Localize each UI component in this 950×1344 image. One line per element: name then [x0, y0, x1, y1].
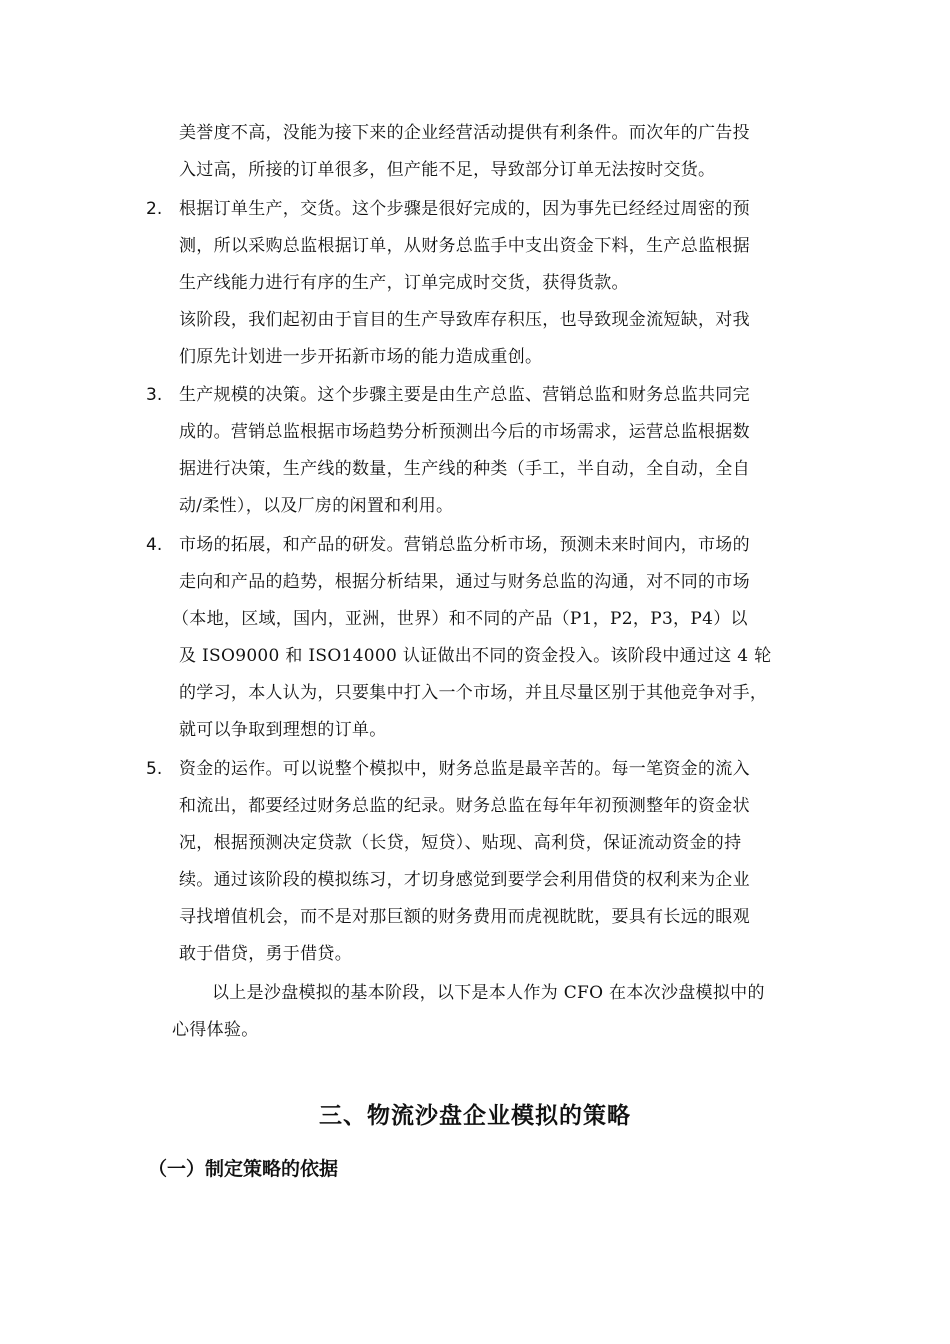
intro-line-1: 美誉度不高，没能为接下来的企业经营活动提供有利条件。而次年的广告投: [179, 123, 750, 143]
item-5-line-5: 寻找增值机会，而不是对那巨额的财务费用而虎视眈眈，要具有长远的眼观: [179, 907, 750, 927]
item-3-line-4: 动/柔性），以及厂房的闲置和利用。: [179, 496, 454, 516]
item-2-line-5: 们原先计划进一步开拓新市场的能力造成重创。: [179, 347, 543, 367]
subsection-title: （一）制定策略的依据: [148, 1158, 339, 1180]
item-4-line-6: 就可以争取到理想的订单。: [179, 720, 387, 740]
item-3-line-2: 成的。营销总监根据市场趋势分析预测出今后的市场需求，运营总监根据数: [179, 422, 750, 442]
item-4-line-1: 市场的拓展，和产品的研发。营销总监分析市场，预测未来时间内，市场的: [179, 535, 750, 555]
item-4-line-4: 及 ISO9000 和 ISO14000 认证做出不同的资金投入。该阶段中通过这 4 轮: [179, 646, 772, 666]
intro-line-2: 入过高，所接的订单很多，但产能不足，导致部分订单无法按时交货。: [179, 160, 716, 180]
item-2-line-2: 测，所以采购总监根据订单，从财务总监手中支出资金下料，生产总监根据: [179, 236, 750, 256]
item-3-line-3: 据进行决策，生产线的数量，生产线的种类（手工，半自动，全自动，全自: [179, 459, 750, 479]
item-5-line-3: 况，根据预测决定贷款（长贷，短贷）、贴现、高利贷，保证流动资金的持: [179, 833, 742, 853]
item-5-line-1: 资金的运作。可以说整个模拟中，财务总监是最辛苦的。每一笔资金的流入: [179, 759, 750, 779]
item-5-line-4: 续。通过该阶段的模拟练习，才切身感觉到要学会利用借贷的权利来为企业: [179, 870, 750, 890]
item-3-number: 3.: [146, 385, 163, 405]
item-2-line-1: 根据订单生产，交货。这个步骤是很好完成的，因为事先已经经过周密的预: [179, 199, 750, 219]
item-5-number: 5.: [146, 759, 163, 779]
closing-line-2: 心得体验。: [172, 1020, 259, 1040]
item-2-line-4: 该阶段，我们起初由于盲目的生产导致库存积压，也导致现金流短缺，对我: [179, 310, 750, 330]
item-2-number: 2.: [146, 199, 163, 219]
section-title: 三、物流沙盘企业模拟的策略: [319, 1103, 631, 1129]
item-5-line-2: 和流出，都要经过财务总监的纪录。财务总监在每年年初预测整年的资金状: [179, 796, 750, 816]
item-3-line-1: 生产规模的决策。这个步骤主要是由生产总监、营销总监和财务总监共同完: [179, 385, 750, 405]
item-5-line-6: 敢于借贷，勇于借贷。: [179, 944, 352, 964]
item-2-line-3: 生产线能力进行有序的生产，订单完成时交货，获得货款。: [179, 273, 629, 293]
item-4-line-3: （本地，区域，国内，亚洲，世界）和不同的产品（P1，P2，P3，P4）以: [172, 609, 748, 629]
item-4-number: 4.: [146, 535, 163, 555]
closing-line-1: 以上是沙盘模拟的基本阶段，以下是本人作为 CFO 在本次沙盘模拟中的: [212, 983, 765, 1003]
item-4-line-5: 的学习，本人认为，只要集中打入一个市场，并且尽量区别于其他竞争对手，: [179, 683, 768, 703]
item-4-line-2: 走向和产品的趋势，根据分析结果，通过与财务总监的沟通，对不同的市场: [179, 572, 750, 592]
